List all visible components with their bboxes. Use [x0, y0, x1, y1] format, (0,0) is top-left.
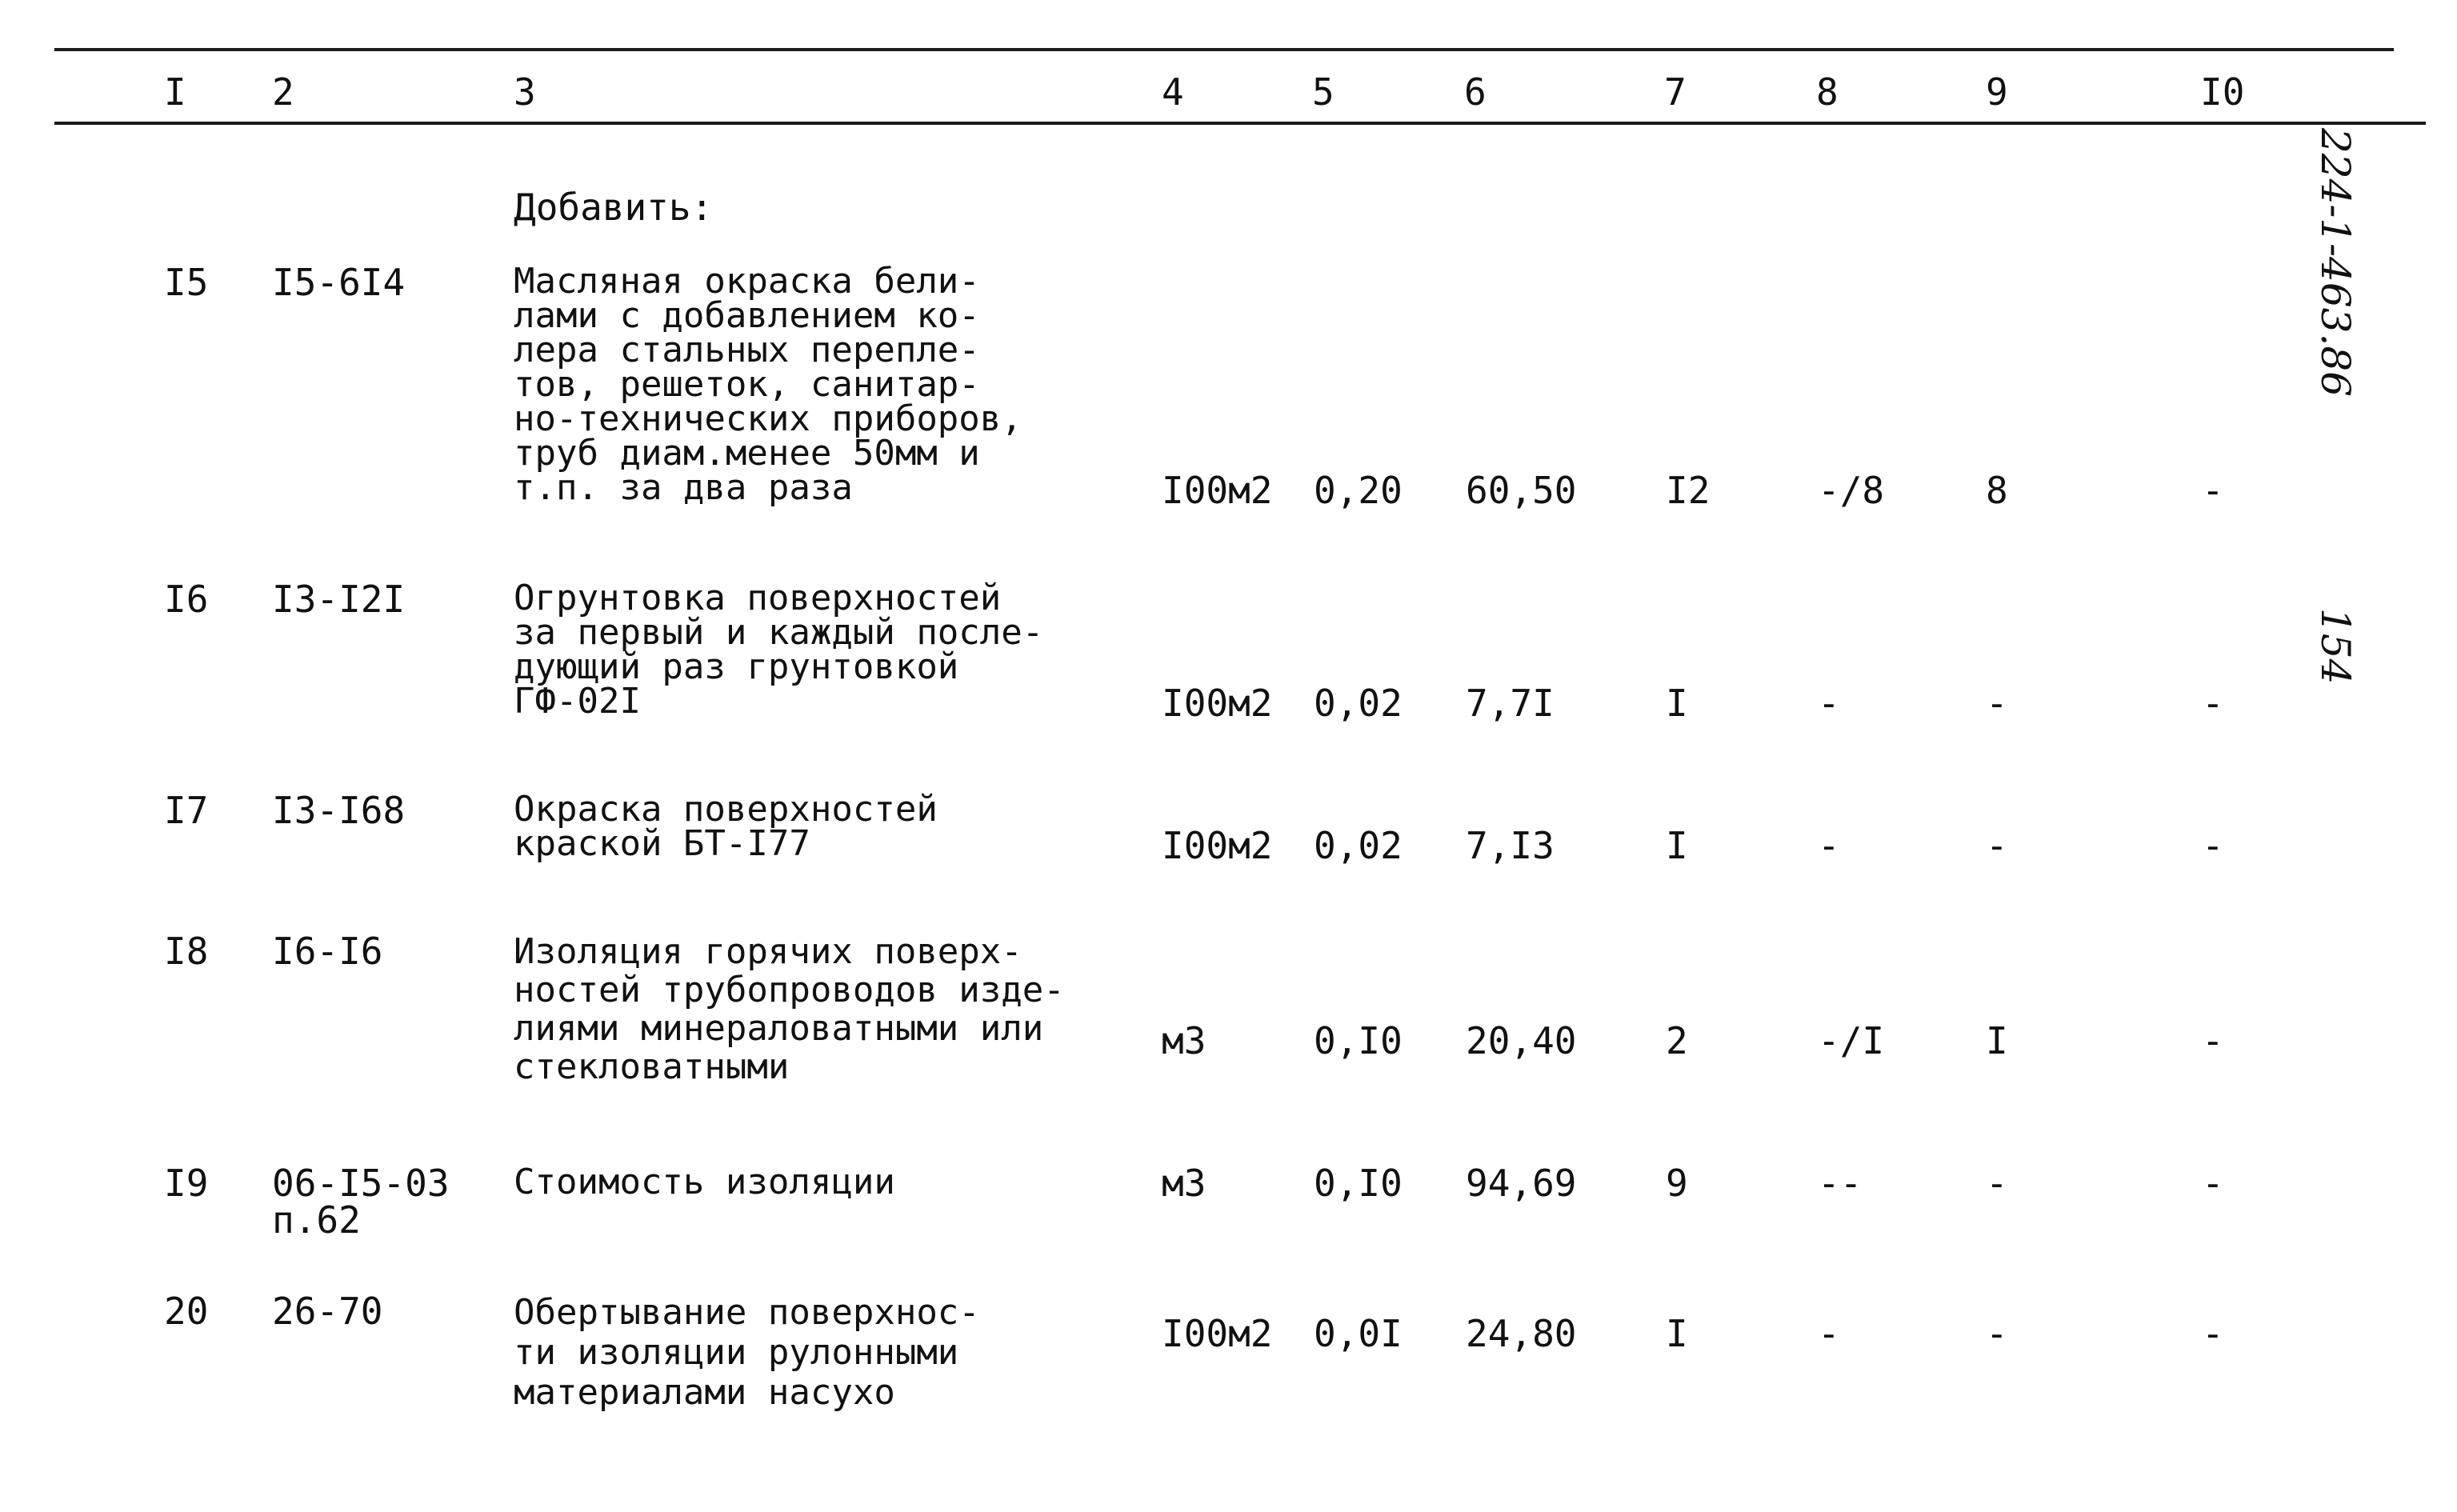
row-col8: -: [1818, 824, 1840, 867]
column-header: 3: [514, 70, 536, 114]
row-qty: 0,I0: [1314, 1162, 1403, 1205]
column-header: 4: [1162, 70, 1184, 114]
row-col9: -: [1986, 1312, 2008, 1355]
row-description: Окраска поверхностей краской БТ-I77: [514, 789, 938, 864]
column-header: 7: [1664, 70, 1687, 114]
row-unit: м3: [1162, 1019, 1206, 1062]
row-unit: м3: [1162, 1162, 1206, 1205]
column-header: I0: [2200, 70, 2245, 114]
section-label: Добавить:: [514, 186, 714, 229]
document-number-note: 224-1-463.86: [2312, 128, 2359, 397]
row-col10: -: [2202, 1312, 2224, 1355]
row-col10: -: [2202, 682, 2224, 725]
row-col7: I: [1666, 1312, 1688, 1355]
row-number: 20: [164, 1290, 209, 1333]
row-code: I6-I6: [272, 930, 383, 973]
row-code: I3-I68: [272, 789, 406, 832]
header-top-rule: [54, 48, 2394, 51]
row-number: I8: [164, 930, 209, 973]
row-price: 24,80: [1466, 1312, 1577, 1355]
row-col10: -: [2202, 1162, 2224, 1205]
row-col8: -: [1818, 682, 1840, 725]
row-qty: 0,20: [1314, 469, 1403, 512]
row-price: 7,7I: [1466, 682, 1555, 725]
row-qty: 0,0I: [1314, 1312, 1403, 1355]
row-number: I5: [164, 261, 209, 304]
header-bottom-rule: [54, 122, 2426, 125]
row-col8: -/8: [1818, 469, 1885, 512]
row-number: I6: [164, 578, 209, 621]
row-description: Огрунтовка поверхностей за первый и каждый после- дующий раз грунтовкой ГФ-02I: [514, 578, 1044, 722]
row-qty: 0,02: [1314, 682, 1403, 725]
row-code: 06-I5-03 п.62: [272, 1162, 450, 1242]
column-header: 9: [1986, 70, 2008, 114]
row-col8: -: [1818, 1312, 1840, 1355]
row-col9: -: [1986, 824, 2008, 867]
row-col9: -: [1986, 682, 2008, 725]
row-col7: I2: [1666, 469, 1711, 512]
row-description: Масляная окраска бели- лами с добавлением ко- лера стальных перепле- тов, решеток, санитар- но-технических приборов, труб диам.менее 50мм и т.п. за два раза: [514, 261, 1022, 508]
column-header: 8: [1816, 70, 1839, 114]
row-description: Обертывание поверхнос- ти изоляции рулонными материалами насухо: [514, 1292, 980, 1413]
row-unit: I00м2: [1162, 682, 1273, 725]
row-number: I9: [164, 1162, 209, 1205]
row-code: 26-70: [272, 1290, 383, 1333]
row-col8: --: [1818, 1162, 1863, 1205]
row-qty: 0,I0: [1314, 1019, 1403, 1062]
column-header: I: [164, 70, 186, 114]
row-col10: -: [2202, 469, 2224, 512]
column-header: 5: [1312, 70, 1335, 114]
row-col7: I: [1666, 824, 1688, 867]
row-price: 7,I3: [1466, 824, 1555, 867]
row-col7: 9: [1666, 1162, 1688, 1205]
row-qty: 0,02: [1314, 824, 1403, 867]
row-unit: I00м2: [1162, 1312, 1273, 1355]
row-price: 94,69: [1466, 1162, 1577, 1205]
row-col9: -: [1986, 1162, 2008, 1205]
column-header: 2: [272, 70, 294, 114]
row-col7: 2: [1666, 1019, 1688, 1062]
column-header: 6: [1464, 70, 1487, 114]
row-description: Изоляция горячих поверх- ностей трубопроводов изде- лиями минераловатными или стекловатными: [514, 931, 1065, 1087]
row-unit: I00м2: [1162, 824, 1273, 867]
page-number-note: 154: [2312, 608, 2359, 685]
row-col10: -: [2202, 824, 2224, 867]
row-col7: I: [1666, 682, 1688, 725]
row-col9: 8: [1986, 469, 2008, 512]
row-number: I7: [164, 789, 209, 832]
row-code: I3-I2I: [272, 578, 406, 621]
row-col10: -: [2202, 1019, 2224, 1062]
row-code: I5-6I4: [272, 261, 406, 304]
row-description: Стоимость изоляции: [514, 1162, 895, 1202]
row-price: 60,50: [1466, 469, 1577, 512]
row-col9: I: [1986, 1019, 2008, 1062]
row-price: 20,40: [1466, 1019, 1577, 1062]
row-col8: -/I: [1818, 1019, 1885, 1062]
row-unit: I00м2: [1162, 469, 1273, 512]
